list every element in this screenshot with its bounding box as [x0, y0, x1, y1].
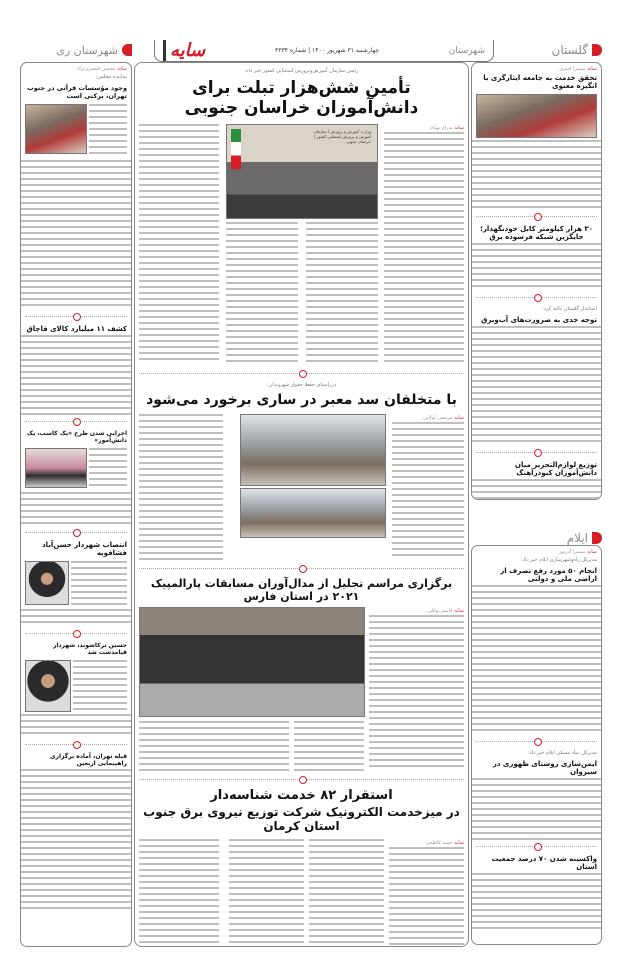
section-title: ایلام [566, 531, 588, 545]
article-body [472, 243, 601, 291]
headline[interactable]: توجه جدی به ضرورت‌های آب‌وبرق [481, 316, 597, 324]
section-shahrestan: شهرستان [448, 45, 485, 56]
divider [476, 293, 597, 302]
article-body [21, 609, 131, 627]
headline[interactable]: واکسینه شدن ۷۰ درصد جمعیت استان [491, 855, 597, 871]
headline[interactable]: ایمن‌سازی روستای ظهوری در سیروان [492, 760, 597, 776]
article-body [384, 132, 464, 364]
headline[interactable]: انتصاب شهردار حسن‌آباد فشافویه [42, 541, 127, 557]
byline: سایه سمیرا قنبری [559, 66, 597, 72]
article-body [472, 778, 601, 840]
story-sari [135, 412, 468, 562]
article-body [392, 422, 464, 560]
portrait-photo [25, 660, 71, 712]
right-column-ilam [471, 545, 602, 945]
lead-photo [226, 124, 378, 219]
divider [25, 629, 127, 638]
section-marker-icon [592, 532, 602, 544]
kicker: درراستای حفظ حقوق شهروندان: [266, 382, 337, 388]
divider [25, 312, 127, 321]
news-photo [25, 104, 87, 154]
article-body [21, 769, 131, 909]
kicker: رئیس سازمان آموزش‌وپرورش استثنایی کشور خبر داد: [244, 68, 359, 74]
headline[interactable]: وجود مؤسسات قرآنی در جنوب تهران، برکتی است [27, 84, 127, 100]
headline[interactable]: با متخلفان سد معبر در ساری برخورد می‌شود [146, 392, 457, 408]
article-body [294, 721, 364, 771]
divider [476, 737, 597, 746]
date-issue: چهارشنبه ۳۱ شهریور ۱۴۰۰ | شماره ۳۳۳۴ [275, 47, 379, 54]
headline[interactable]: اجرایی شدن طرح «یک کاسب، یک دانش‌آموز» [26, 430, 127, 444]
section-marker-icon [122, 44, 132, 56]
section-title: گلستان [551, 43, 588, 57]
headline[interactable]: قبله تهران، آماده برگزاری راهپیمایی اربعین [50, 753, 127, 767]
kicker: مدیرکل بنیاد مسکن ایلام خبر داد: [527, 750, 597, 756]
news-photo [476, 94, 597, 138]
article-body [389, 847, 464, 947]
headline[interactable]: انجام ۵۰ مورد رفع تصرف از اراضی ملی و دولتی [500, 567, 597, 583]
divider [25, 528, 127, 537]
story-kerman [135, 837, 468, 947]
article-body [472, 326, 601, 446]
divider [25, 740, 127, 749]
article-body [21, 492, 131, 526]
divider [476, 448, 597, 457]
article-body [472, 873, 601, 933]
portrait-photo [25, 561, 69, 605]
group-photo [139, 607, 365, 717]
flag-icon [231, 129, 241, 169]
lead-headline[interactable]: تأمین شش‌هزار تبلت برای دانش‌آموزان خراسان جنوبی [184, 78, 419, 118]
story-block [21, 658, 131, 714]
photo-caption: وزارت آموزش و پرورش / سازمان آموزش و پرورش استثنایی کشور / خراسان جنوبی [313, 129, 371, 144]
divider [476, 212, 597, 221]
headline[interactable]: کشف ۱۱ میلیارد کالای قاچاق [26, 325, 127, 333]
article-body [21, 714, 131, 738]
article-body [369, 615, 464, 771]
divider [139, 775, 464, 784]
section-marker-icon [592, 44, 602, 56]
story-block [21, 102, 131, 160]
article-body [226, 222, 298, 364]
article-body [139, 839, 219, 947]
byline: سایه پدرام بهنام [430, 125, 464, 131]
article-body [306, 222, 378, 364]
byline: سایه محسن قیصری‌نژاد [77, 66, 127, 72]
section-golestan [552, 40, 602, 60]
street-photo [240, 414, 386, 486]
article-body [139, 124, 219, 364]
headline[interactable]: توزیع لوازم‌التحریر میان دانش‌آموزان کبودرآهنگ [515, 461, 597, 477]
headline[interactable]: برگزاری مراسم تجلیل از مدال‌آوران مسابقات پارالمپیک ۲۰۲۱ در استان فارس [150, 577, 453, 603]
headline[interactable]: در میزخدمت الکترونیک شرکت توزیع نیروی برق جنوب استان کرمان [143, 805, 460, 833]
article-body [229, 839, 304, 947]
article-body [472, 479, 601, 500]
newspaper-logo: سایه [163, 40, 205, 61]
page-header [20, 40, 602, 62]
article-body [89, 104, 127, 158]
story-fars [135, 605, 468, 773]
news-photo [25, 448, 87, 488]
divider [139, 564, 464, 573]
section-title: شهرستان ری [56, 43, 118, 57]
right-column [471, 62, 602, 500]
byline: سایه سمیرا آذرپور [558, 549, 597, 555]
lead-story [135, 122, 468, 367]
story-block [21, 559, 131, 609]
headline[interactable]: ۳۰ هزار کیلومتر کابل خودنگهدار؛ جایگزین شبکه فرسوده برق [480, 225, 593, 241]
byline: سایه قاسم توکلی [427, 608, 464, 614]
divider [139, 369, 464, 378]
left-column [20, 62, 132, 947]
masthead [154, 40, 494, 62]
article-body [472, 140, 601, 210]
article-body [139, 414, 223, 560]
article-body [71, 561, 127, 607]
divider [25, 417, 127, 426]
byline: سایه حمید کاظمی [425, 840, 464, 846]
headline[interactable]: استقرار ۸۲ خدمت شناسه‌دار [210, 788, 393, 803]
article-body [21, 335, 131, 415]
kicker: نماینده مجلس: [95, 74, 127, 80]
headline[interactable]: حسین ترکاشوند، شهردار قیامدشت شد [52, 642, 127, 656]
kicker: استاندار گلستان تاکید کرد: [542, 306, 597, 312]
section-rey [20, 40, 132, 60]
article-body [139, 721, 289, 771]
main-column [134, 62, 469, 947]
article-body [21, 160, 131, 310]
kicker: مدیرکل راه‌وشهرسازی ایلام خبر داد: [521, 557, 597, 563]
article-body [89, 448, 127, 490]
street-photo [240, 488, 386, 538]
article-body [73, 660, 127, 712]
divider [476, 842, 597, 851]
story-block [21, 446, 131, 492]
article-body [472, 585, 601, 735]
byline: سایه مرتضی لولایی [423, 415, 464, 421]
article-body [309, 839, 384, 947]
headline[interactable]: تحقق خدمت به جامعه ایثارگری با انگیزه معنوی [483, 74, 597, 90]
